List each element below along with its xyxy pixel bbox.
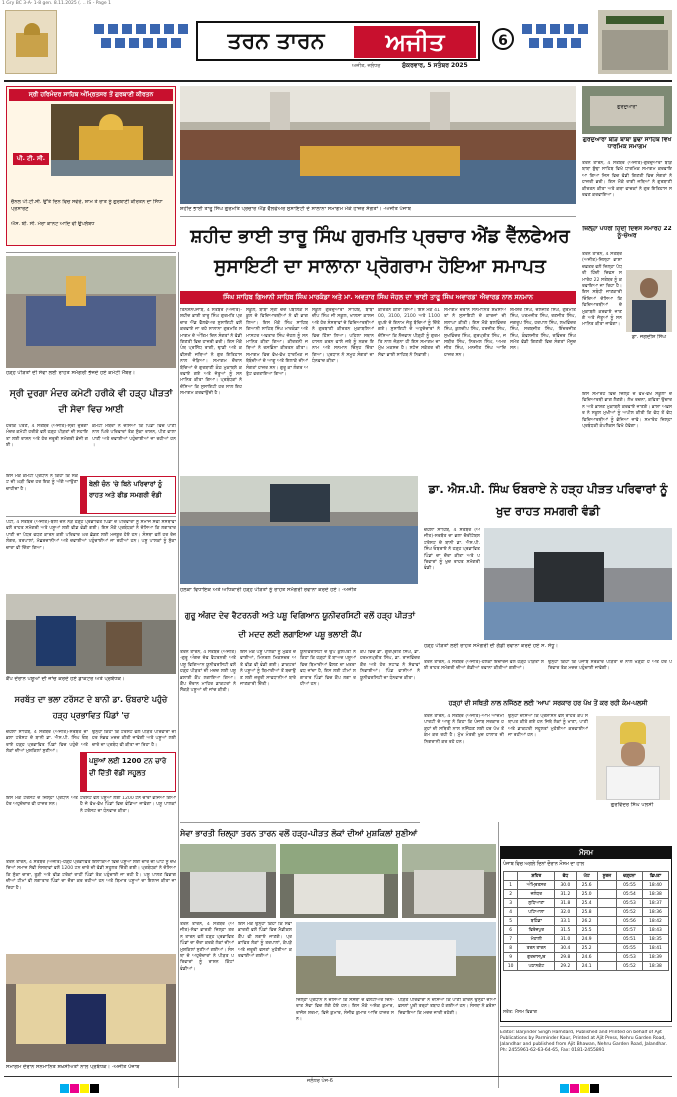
weather-cell: 05:53 [616,953,642,962]
center-story4-photo-b [280,844,398,918]
weather-table-wrap [503,871,669,971]
center-story4-body-b: ਇਸ ਮੌਕੇ ਉਨ੍ਹਾਂ ਕਿਹਾ ਕਿ ਸੇਵਾ ਭਾਰਤੀ ਵਲੋਂ ਪਿੰਡਾਂ ਵਿਚ ਮੈਡੀਕਲ ਕੈਂਪ ਵੀ ਲਗਾਏ ਜਾਣਗੇ। ਪ੍ਰਭਾਵਿਤ ਲੋਕਾਂ ਨੂੰ ਤਰਪਾਲਾਂ, ਕੱਪੜੇ ਅਤੇ ਜ਼ਰੂਰੀ ਵਸਤਾਂ ਮੁਹੱਈਆ ਕਰਵਾਈਆਂ ਗਈਆਂ। [238,922,292,960]
table-row [504,935,669,944]
left-story1-body-b: ਕਮੇਟੀ ਮੈਂਬਰਾਂ ਨੇ ਦੱਸਿਆ ਕਿ ਪਿੰਡਾਂ ਵਿਚ ਪਾਣੀ ਨਾਲ ਘਿਰੇ ਪਰਿਵਾਰਾਂ ਤੱਕ ਸੁੱਕਾ ਰਾਸ਼ਨ, ਪੀਣ ਵਾਲਾ ਪਾਣੀ ਅਤੇ ਦਵਾਈਆਂ ਪਹੁੰਚਾਈਆਂ ਜਾ ਰਹੀਆਂ ਹਨ। [92,424,176,449]
weather-cell: 05:55 [616,881,642,890]
weather-cell: 24.1 [576,962,597,971]
masthead-subline: ਅਜੀਤ, ਜਲੰਧਰ [352,63,381,69]
right-top-headline: ਗੁਰਦੁਆਰਾ ਬੀੜ ਬਾਬਾ ਬੁੱਢਾ ਸਾਹਿਬ ਵਿਖੇ ਧਾਰਮਿਕ ਸਮਾਗਮ [582,137,672,150]
weather-cell: 18:39 [642,953,668,962]
table-row [504,899,669,908]
masthead-ornament-left [90,20,198,62]
left-story2-body-e: ਤਰਨ ਤਾਰਨ, 4 ਸਤੰਬਰ (ਅਜੀਤ)-ਹੜ੍ਹ ਪ੍ਰਭਾਵਿਤ ਇਲਾਕਿਆਂ ਵਿਚ ਪਸ਼ੂਆਂ ਲਈ ਚਾਰੇ ਦੀ ਘਾਟ ਨੂੰ ਦੇਖਦਿਆਂ ਸਮਾਜ ਸੇਵੀ ਸੰਸਥਾਵਾਂ ਵਲੋਂ 1200 ਟਨ ਚਾਰੇ ਦੀ ਵੱਡੀ ਸਹੂਲਤ ਦਿੱਤੀ ਗਈ। ਪ੍ਰਬੰਧਕਾਂ ਨੇ ਦੱਸਿਆ ਕਿ ਸੁੱਕਾ ਚਾਰਾ, ਤੂੜੀ ਅਤੇ ਫੀਡ ਟਰੱਕਾਂ ਰਾਹੀਂ ਪਿੰਡਾਂ ਤੱਕ ਪਹੁੰਚਾਈ ਜਾ ਰਹੀ ਹੈ। ਪਸ਼ੂ ਪਾਲਣ ਵਿਭਾਗ ਦੀਆਂ ਟੀਮਾਂ ਵੀ ਲਗਾਤਾਰ ਪਿੰਡਾਂ ਦਾ ਦੌਰਾ ਕਰ ਰਹੀਆਂ ਹਨ ਅਤੇ ਬਿਮਾਰ ਪਸ਼ੂਆਂ ਦਾ ਇਲਾਜ ਕੀਤਾ ਜਾ ਰਿਹਾ ਹੈ। [6,860,176,891]
masthead [0,8,677,76]
left-bottom-photo [6,954,176,1062]
weather-cell [597,899,616,908]
right-mid-body: ਤਰਨ ਤਾਰਨ, 4 ਸਤੰਬਰ (ਅਜੀਤ)-ਜ਼ਿਲ੍ਹਾ ਭਾਸ਼ਾ ਦਫ਼ਤਰ ਵਲੋਂ ਜ਼ਿਲ੍ਹਾ ਪੱਧਰੀ ਹਿੰਦੀ ਦਿਵਸ ਸਮਾਰੋਹ 22 ਸਤੰਬਰ ਨੂੰ ਕਰਵਾਇਆ ਜਾ ਰਿਹਾ ਹੈ। ਇਸ ਸਬੰਧੀ ਜਾਣਕਾਰੀ ਦਿੰਦਿਆਂ ਦੱਸਿਆ ਕਿ ਵਿਦਿਆਰਥੀਆਂ ਦੇ ਮੁਕਾਬਲੇ ਕਰਵਾਏ ਜਾਣਗੇ ਅਤੇ ਜੇਤੂਆਂ ਨੂੰ ਸਨਮਾਨਿਤ ਕੀਤਾ ਜਾਵੇਗਾ। [582,252,622,328]
weather-cell: 24.6 [576,953,597,962]
weather-table [503,871,669,971]
weather-cell: 05:53 [616,899,642,908]
center-story3-body-b: ਇਸ ਮੌਕੇ ਪਸ਼ੂ ਪਾਲਕਾਂ ਨੂੰ ਮੁਫ਼ਤ ਦਵਾਈਆਂ, ਮਿਨਰਲ ਮਿਕਸਚਰ ਅਤੇ ਫੀਡ ਵੀ ਵੰਡੀ ਗਈ। ਡਾਕਟਰਾਂ ਨੇ ਪਸ਼ੂਆਂ ਨੂੰ ਬਿਮਾਰੀਆਂ ਤੋਂ ਬਚਾਉਣ ਲਈ ਜ਼ਰੂਰੀ ਸਾਵਧਾਨੀਆਂ ਬਾਰੇ ਜਾਣਕਾਰੀ ਦਿੱਤੀ। [240,650,296,688]
masthead-title-left: ਤਰਨ ਤਾਰਨ [227,29,325,54]
weather-cell: 4 [504,908,518,917]
weather-cell [597,935,616,944]
weather-cell: 5 [504,917,518,926]
weather-cell: ਅੰਮ੍ਰਿਤਸਰ [518,881,555,890]
weather-th-min: ਘੱਟ [576,872,597,881]
center-story4-headline: ਸੇਵਾ ਭਾਰਤੀ ਜ਼ਿਲ੍ਹਾ ਤਰਨ ਤਾਰਨ ਵਲੋਂ ਹੜ੍ਹ-ਪੀੜਤ ਲੋਕਾਂ ਦੀਆਂ ਮੁਸ਼ਕਿਲਾਂ ਸੁਣੀਆਂ [180,829,418,838]
weather-cell: 18:35 [642,935,668,944]
weather-cell: 3 [504,899,518,908]
weather-cell: ਪਠਾਨਕੋਟ [518,962,555,971]
left-bottom-caption: ਸਮਾਗਮ ਦੌਰਾਨ ਸਨਮਾਨਿਤ ਸ਼ਖ਼ਸੀਅਤਾਂ ਨਾਲ ਪ੍ਰਬੰਧਕ। -ਅਜੀਤ ਪੰਜਾਬ [6,1064,140,1070]
weather-box [500,846,672,1022]
right-story3-portrait [596,716,670,800]
weather-cell: ਤਰਨ ਤਾਰਨ [518,944,555,953]
weather-cell: 25.5 [576,926,597,935]
weather-cell [597,881,616,890]
weather-cell: 25.6 [576,881,597,890]
weather-cell: 29.2 [555,962,576,971]
weather-cell: ਬਠਿੰਡਾ [518,917,555,926]
cmyk-bar-left [60,1078,120,1088]
center-story2-photo-b [484,528,672,640]
weather-th-num [504,872,518,881]
weather-cell: 31.8 [555,899,576,908]
left-story1b-body: ਪੱਟੀ, 4 ਸਤੰਬਰ (ਅਜੀਤ)-ਬੇਲੀ ਚੰਨ ਨੇੜੇ ਹੜ੍ਹ ਪ੍ਰਭਾਵਿਤ ਪਿੰਡਾਂ ਦੇ ਪਰਿਵਾਰਾਂ ਨੂੰ ਸਮਾਜ ਸੇਵੀ ਸੰਸਥਾਵਾਂ ਵਲੋਂ ਰਾਹਤ ਸਮੱਗਰੀ ਅਤੇ ਪਸ਼ੂਆਂ ਲਈ ਫੀਡ ਵੰਡੀ ਗਈ। ਇਸ ਮੌਕੇ ਪ੍ਰਬੰਧਕਾਂ ਨੇ ਦੱਸਿਆ ਕਿ ਲਗਾਤਾਰ ਪਾਣੀ ਦਾ ਪੱਧਰ ਵਧਣ ਕਾਰਨ ਕਈ ਪਰਿਵਾਰ ਘਰ ਛੱਡਣ ਲਈ ਮਜਬੂਰ ਹੋਏ ਹਨ। ਸੰਸਥਾ ਵਲੋਂ ਹਰ ਰੋਜ਼ ਲੰਗਰ, ਤਰਪਾਲਾਂ, ਮੱਛਰਦਾਨੀਆਂ ਅਤੇ ਦਵਾਈਆਂ ਪਹੁੰਚਾਈਆਂ ਜਾ ਰਹੀਆਂ ਹਨ। ਪਸ਼ੂ ਪਾਲਕਾਂ ਨੂੰ ਸੁੱਕਾ ਚਾਰਾ ਵੀ ਦਿੱਤਾ ਗਿਆ। [6,520,176,551]
weather-cell: ਮੋਹਾਲੀ [518,935,555,944]
weather-cell: 30.4 [555,944,576,953]
left-story2-body-a: ਚੋਹਲਾ ਸਾਹਿਬ, 4 ਸਤੰਬਰ (ਅਜੀਤ)-ਸਰਬੱਤ ਦਾ ਭਲਾ ਟਰੱਸਟ ਦੇ ਬਾਨੀ ਡਾ. ਐਸ.ਪੀ. ਸਿੰਘ ਓਬਰਾਏ ਹੜ੍ਹ ਪ੍ਰਭਾਵਿਤ ਪਿੰਡਾਂ ਵਿਚ ਪਹੁੰਚੇ ਅਤੇ ਲੋਕਾਂ ਦੀਆਂ ਮੁਸ਼ਕਿਲਾਂ ਸੁਣੀਆਂ। [6,730,88,755]
weather-cell: 26.2 [576,917,597,926]
left-story2-caption: ਕੈਂਪ ਦੌਰਾਨ ਪਸ਼ੂਆਂ ਦੀ ਜਾਂਚ ਕਰਦੇ ਹੋਏ ਡਾਕਟਰ ਅਤੇ ਪ੍ਰਬੰਧਕ। [6,676,125,682]
left-story2-body-b: ਉਨ੍ਹਾਂ ਕਿਹਾ ਕਿ ਟਰੱਸਟ ਵਲੋਂ ਪੀੜਤ ਪਰਿਵਾਰਾਂ ਦੀ ਹਰ ਸੰਭਵ ਮਦਦ ਕੀਤੀ ਜਾਵੇਗੀ ਅਤੇ ਪਸ਼ੂਆਂ ਲਈ ਚਾਰੇ ਦਾ ਪ੍ਰਬੰਧ ਵੀ ਕੀਤਾ ਜਾ ਰਿਹਾ ਹੈ। [92,730,176,748]
weather-cell: 18:43 [642,926,668,935]
right-story3-body-a: ਤਰਨ ਤਾਰਨ, 4 ਸਤੰਬਰ (ਅਜੀਤ)-ਹਲਕਾ ਇੰਚਾਰਜ ਵਲੋਂ ਹੜ੍ਹ ਪੀੜਤਾਂ ਲਈ ਰਾਹਤ ਸਮੱਗਰੀ ਦੀਆਂ ਗੱਡੀਆਂ ਰਵਾਨਾ ਕੀਤੀਆਂ ਗਈਆਂ। [424,660,544,672]
weather-cell: 33.1 [555,917,576,926]
left-story2-body-d: ਟਰੱਸਟ ਵਲੋਂ ਪਸ਼ੂਆਂ ਲਈ 1200 ਟਨ ਚਾਰਾ ਭੇਜਿਆ ਗਿਆ ਹੈ ਜੋ ਵੱਖ-ਵੱਖ ਪਿੰਡਾਂ ਵਿਚ ਵੰਡਿਆ ਜਾਵੇਗਾ। ਪਸ਼ੂ ਪਾਲਕਾਂ ਨੇ ਟਰੱਸਟ ਦਾ ਧੰਨਵਾਦ ਕੀਤਾ। [80,796,176,814]
table-row [504,962,669,971]
ptc-tag: ਪੀ. ਟੀ. ਸੀ. [13,153,49,165]
weather-cell: 25.2 [576,944,597,953]
center-story4-body-d: ਪੀੜਤ ਪਰਿਵਾਰਾਂ ਨੇ ਦੱਸਿਆ ਕਿ ਪਾਣੀ ਕਾਰਨ ਉਨ੍ਹਾਂ ਦੀਆਂ ਫ਼ਸਲਾਂ ਪੂਰੀ ਤਰ੍ਹਾਂ ਤਬਾਹ ਹੋ ਗਈਆਂ ਹਨ। ਸੰਸਥਾ ਨੇ ਭਰੋਸਾ ਦਿਵਾਇਆ ਕਿ ਮਦਦ ਜਾਰੀ ਰਹੇਗੀ। [398,998,496,1016]
weather-th-set: ਛਿਪਣਾ [642,872,668,881]
left-story2-body-c: ਇਸ ਮੌਕੇ ਟਰੱਸਟ ਦੇ ਜ਼ਿਲ੍ਹਾ ਪ੍ਰਧਾਨ ਅਤੇ ਹੋਰ ਅਹੁਦੇਦਾਰ ਵੀ ਹਾਜ਼ਰ ਸਨ। [6,796,78,808]
left-story1-photo [6,256,176,368]
weather-cell: 2 [504,890,518,899]
center-story3-body-a: ਤਰਨ ਤਾਰਨ, 4 ਸਤੰਬਰ (ਅਜੀਤ)-ਗੁਰੂ ਅੰਗਦ ਦੇਵ ਵੈਟਰਨਰੀ ਅਤੇ ਪਸ਼ੂ ਵਿਗਿਆਨ ਯੂਨੀਵਰਸਿਟੀ ਵਲੋਂ ਹੜ੍ਹ ਪੀੜਤਾਂ ਦੀ ਮਦਦ ਲਈ ਪਸ਼ੂ ਭਲਾਈ ਕੈਂਪ ਲਗਾਇਆ ਗਿਆ। ਕੈਂਪ ਦੌਰਾਨ ਮਾਹਿਰ ਡਾਕਟਰਾਂ ਨੇ ਸੈਂਕੜੇ ਪਸ਼ੂਆਂ ਦੀ ਜਾਂਚ ਕੀਤੀ। [180,650,236,694]
weather-cell [597,890,616,899]
weather-cell [597,917,616,926]
center-story4-photo-c [402,844,496,918]
center-story4-photo-a [180,844,276,918]
weather-cell: 18:42 [642,917,668,926]
weather-cell: 10 [504,962,518,971]
weather-cell: 6 [504,926,518,935]
weather-cell: 18:38 [642,890,668,899]
weather-cell: ਫਿਰੋਜ਼ਪੁਰ [518,926,555,935]
top-story-headline: ਸ਼ਹੀਦ ਭਾਈ ਤਾਰੂ ਸਿੰਘ ਗੁਰਮਤਿ ਪ੍ਰਚਾਰ ਐਂਡ ਵੈੱਲਫੇਅਰ ਸੁਸਾਇਟੀ ਦਾ ਸਾਲਾਨਾ ਪ੍ਰੋਗਰਾਮ ਹੋਇਆ ਸਮਾਪਤ [190,226,570,277]
weather-intro: ਪੰਜਾਬ ਵਿਚ ਅਗਲੇ ਦਿਨਾਂ ਦੌਰਾਨ ਮੌਸਮ ਦਾ ਹਾਲ [503,862,584,867]
masthead-photo-right [598,10,672,74]
weather-cell: 05:51 [616,935,642,944]
weather-cell: ਗੁਰਦਾਸਪੁਰ [518,953,555,962]
table-row [504,944,669,953]
weather-cell: 31.2 [555,890,576,899]
weather-th-rise: ਚੜ੍ਹਨਾ [616,872,642,881]
weather-cell: 18:41 [642,944,668,953]
weather-cell: 18:37 [642,899,668,908]
weather-cell: 25.8 [576,908,597,917]
weather-cell: 05:57 [616,926,642,935]
ptc-ticker: ਚੈਨਲ ਪੀ.ਟੀ.ਸੀ. ਉੱਤੇ ਦਿਨ ਵਿਚ ਸਵੇਰੇ, ਸ਼ਾਮ ਤੇ ਰਾਤ ਨੂੰ ਗੁਰਬਾਣੀ ਕੀਰਤਨ ਦਾ ਸਿੱਧਾ ਪ੍ਰਸਾਰਣ [11,199,163,212]
center-story2-caption: ਹਲਕਾ ਵਿਧਾਇਕ ਅਤੇ ਅਧਿਕਾਰੀ ਹੜ੍ਹ ਪੀੜਤਾਂ ਨੂੰ ਰਾਹਤ ਸਮੱਗਰੀ ਰਵਾਨਾ ਕਰਦੇ ਹੋਏ। -ਅਜੀਤ [180,587,357,593]
weather-cell: 18:38 [642,962,668,971]
weather-cell: 18:36 [642,908,668,917]
left-story2-box-text: ਪਸ਼ੂਆਂ ਲਈ 1200 ਟਨ ਚਾਰੇ ਦੀ ਦਿੱਤੀ ਵੱਡੀ ਸਹੂਲਤ [89,757,167,777]
center-story2-headline: ਡਾ. ਐਸ.ਪੀ. ਸਿੰਘ ਓਬਰਾਏ ਨੇ ਹੜ੍ਹ ਪੀੜਤ ਪਰਿਵਾਰਾਂ ਨੂੰ ਖੁਦ ਰਾਹਤ ਸਮਗਰੀ ਵੰਡੀ [428,482,668,518]
weather-cell: 30.0 [555,881,576,890]
center-story4-photo-d [296,922,496,994]
weather-cell: 31.0 [555,935,576,944]
top-story-body-col5: ਸਮਾਗਮ ਦੌਰਾਨ ਸਨਮਾਨਿਤ ਸ਼ਖ਼ਸੀਅਤਾਂ ਨੇ ਸੁਸਾਇਟੀ ਦੇ ਕਾਰਜਾਂ ਦੀ ਸ਼ਲਾਘਾ ਕੀਤੀ। ਇਸ ਮੌਕੇ ਬਲਵਿੰਦਰ ਸਿੰਘ, ਕੁਲਦੀਪ ਸਿੰਘ, ਹਰਜੀਤ ਸਿੰਘ, ਸੁਖਵਿੰਦਰ ਸਿੰਘ, ਗੁਰਪ੍ਰੀਤ ਸਿੰਘ, ਜਸਬੀਰ ਸਿੰਘ, ਨਿਰਮਲ ਸਿੰਘ, ਅਮਰਜੀਤ ਸਿੰਘ, ਮਨਜੀਤ ਸਿੰਘ ਆਦਿ ਹਾਜ਼ਰ ਸਨ। [444,308,506,358]
left-story1-caption: ਹੜ੍ਹ ਪੀੜਤਾਂ ਦੀ ਸੇਵਾ ਲਈ ਰਾਹਤ ਸਮੱਗਰੀ ਭੇਜਦੇ ਹੋਏ ਕਮੇਟੀ ਮੈਂਬਰ। [6,370,136,376]
weather-cell: 9 [504,953,518,962]
masthead-date: ਸ਼ੁੱਕਰਵਾਰ, 5 ਸਤੰਬਰ 2025 [402,62,468,69]
weather-cell: 31.5 [555,926,576,935]
ptc-ticker-2: ਐਸ. ਬੀ. ਸੀ. ਮੇਰਾ ਕਾਨਟ ਆਦਿ ਵੀ ਉਪਲੱਬਧ [11,221,95,227]
weather-cell: 05:52 [616,962,642,971]
table-row [504,890,669,899]
weather-cell: 8 [504,944,518,953]
page-number: 6 [492,28,514,50]
masthead-title-box [196,21,480,61]
right-mid-portrait-caption: ਡਾ. ਜਗਦੀਸ਼ ਸਿੰਘ [631,334,667,340]
top-story-body-col1: ਤਿੰਨਸ਼ਨਪੰਜਾਬ, 4 ਸਤੰਬਰ (ਅਜੀਤ)-ਸ਼ਹੀਦ ਭਾਈ ਤਾਰੂ ਸਿੰਘ ਗੁਰਮਤਿ ਪ੍ਰਚਾਰ ਐਂਡ ਵੈੱਲਫੇਅਰ ਸੁਸਾਇਟੀ ਵਲੋਂ ਕਰਵਾਏ ਜਾ ਰਹੇ ਸਾਲਾਨਾ ਗੁਰਮਤਿ ਸਮਾਗਮ ਦੇ ਅੰਤਿਮ ਦਿਨ ਸੰਗਤਾਂ ਨੇ ਵੱਡੀ ਗਿਣਤੀ ਵਿਚ ਹਾਜ਼ਰੀ ਭਰੀ। ਇਸ ਮੌਕੇ ਪੰਥ ਪ੍ਰਸਿੱਧ ਰਾਗੀ, ਢਾਡੀ ਅਤੇ ਕਵੀਸ਼ਰੀ ਜਥਿਆਂ ਨੇ ਗੁਰ ਇਤਿਹਾਸ ਨਾਲ ਜੋੜਿਆ। ਸਮਾਗਮ ਦੌਰਾਨ ਬੱਚਿਆਂ ਦੇ ਗੁਰਬਾਣੀ ਕੰਠ ਮੁਕਾਬਲੇ ਕਰਵਾਏ ਗਏ ਅਤੇ ਜੇਤੂਆਂ ਨੂੰ ਸਨਮਾਨਿਤ ਕੀਤਾ ਗਿਆ। ਪ੍ਰਬੰਧਕਾਂ ਨੇ ਦੱਸਿਆ ਕਿ ਸੁਸਾਇਟੀ ਹਰ ਸਾਲ ਇਹ ਸਮਾਗਮ ਕਰਵਾਉਂਦੀ ਹੈ। [180,308,242,397]
ptc-banner-title: ਸ੍ਰੀ ਹਰਿਮੰਦਰ ਸਾਹਿਬ ਅੰਮ੍ਰਿਤਸਰ ਤੋਂ ਗੁਰਬਾਣੀ ਕੀਰਤਨ [9,89,173,101]
right-story3-body-c: ਤਰਨ ਤਾਰਨ, 4 ਸਤੰਬਰ (ਅਜੀਤ)-ਆਮ ਆਦਮੀ ਪਾਰਟੀ ਦੇ ਆਗੂ ਨੇ ਕਿਹਾ ਕਿ ਪੰਜਾਬ ਸਰਕਾਰ ਹੜ੍ਹਾਂ ਦੀ ਸਥਿਤੀ ਨਾਲ ਨਜਿੱਠਣ ਲਈ ਹਰ ਪੱਖ ਤੋਂ ਕੰਮ ਕਰ ਰਹੀ ਹੈ। ਮੁੱਖ ਮੰਤਰੀ ਖੁਦ ਹਾਲਾਤ ਦੀ ਨਿਗਰਾਨੀ ਕਰ ਰਹੇ ਹਨ। [424,714,504,745]
left-story1-headline: ਸ੍ਰੀ ਦੁਰਗਾ ਮੰਦਰ ਕਮੇਟੀ ਹਰੀਕੇ ਵੀ ਹੜ੍ਹ ਪੀੜਤਾਂ ਦੀ ਸੇਵਾ ਵਿਚ ਆਈ [9,389,173,415]
table-row [504,908,669,917]
center-story4-body-c: ਜ਼ਿਲ੍ਹਾ ਪ੍ਰਧਾਨ ਨੇ ਦੱਸਿਆ ਕਿ ਸੰਸਥਾ ਦੇ ਵਲੰਟੀਅਰ ਦਿਨ-ਰਾਤ ਸੇਵਾ ਵਿਚ ਲੱਗੇ ਹੋਏ ਹਨ। ਇਸ ਮੌਕੇ ਅਸ਼ੋਕ ਕੁਮਾਰ, ਰਾਜੇਸ਼ ਸ਼ਰਮਾ, ਵਿਜੇ ਕੁਮਾਰ, ਸੰਜੀਵ ਕੁਮਾਰ ਆਦਿ ਹਾਜ਼ਰ ਸਨ। [296,998,394,1023]
print-slug: 1 Gry BC 3-A- 1-8 gen. 8.11.2025 (. .. IS - Page 1 [2,1,111,6]
weather-cell: 18:40 [642,881,668,890]
center-story3-body-d: ਕੈਂਪ ਵਿਚ ਡਾ. ਗੁਰਪ੍ਰੀਤ ਸਿੰਘ, ਡਾ. ਹਰਮਨਪ੍ਰੀਤ ਸਿੰਘ, ਡਾ. ਰਾਜਵਿੰਦਰ ਕੌਰ ਅਤੇ ਹੋਰ ਸਟਾਫ਼ ਨੇ ਸੇਵਾਵਾਂ ਨਿਭਾਈਆਂ। ਪਿੰਡ ਵਾਸੀਆਂ ਨੇ ਯੂਨੀਵਰਸਿਟੀ ਦਾ ਧੰਨਵਾਦ ਕੀਤਾ। [360,650,420,681]
table-row [504,917,669,926]
masthead-title-right: ਅਜੀਤ [354,26,476,58]
top-story-body-col4: ਕੀਰਤਨ ਕੀਤਾ ਗਿਆ। ਇਸ ਮੌਕੇ 4100, 3100, 2100 ਅਤੇ 1100 ਰੁਪਏ ਦੇ ਇਨਾਮ ਜੇਤੂ ਬੱਚਿਆਂ ਨੂੰ ਦਿੱਤੇ ਗਏ। ਸੁਸਾਇਟੀ ਦੇ ਅਹੁਦੇਦਾਰਾਂ ਨੇ ਦੱਸਿਆ ਕਿ ਨੌਜਵਾਨ ਪੀੜ੍ਹੀ ਨੂੰ ਗੁਰਮਤਿ ਨਾਲ ਜੋੜਨਾ ਹੀ ਇਸ ਸਮਾਗਮ ਦਾ ਮੁੱਖ ਮਕਸਦ ਹੈ। ਸਟੇਜ ਸਕੱਤਰ ਦੀ ਸੇਵਾ ਭਾਈ ਸਾਹਿਬ ਨੇ ਨਿਭਾਈ। [378,308,440,358]
center-story4-body-a: ਤਰਨ ਤਾਰਨ, 4 ਸਤੰਬਰ (ਅਜੀਤ)-ਸੇਵਾ ਭਾਰਤੀ ਜ਼ਿਲ੍ਹਾ ਤਰਨ ਤਾਰਨ ਵਲੋਂ ਹੜ੍ਹ ਪ੍ਰਭਾਵਿਤ ਪਿੰਡਾਂ ਦਾ ਦੌਰਾ ਕਰਕੇ ਲੋਕਾਂ ਦੀਆਂ ਮੁਸ਼ਕਿਲਾਂ ਸੁਣੀਆਂ ਗਈਆਂ। ਸੰਸਥਾ ਦੇ ਅਹੁਦੇਦਾਰਾਂ ਨੇ ਪੀੜਤ ਪਰਿਵਾਰਾਂ ਨੂੰ ਰਾਸ਼ਨ ਕਿੱਟਾਂ ਵੰਡੀਆਂ। [180,922,234,972]
weather-header-row [504,872,669,881]
masthead-ornament-right [520,20,592,62]
table-row [504,953,669,962]
table-row [504,926,669,935]
top-story-body-col6: ਸ਼ਮਸ਼ੇਰ ਸਿੰਘ, ਦਲਜੀਤ ਸਿੰਘ, ਗੁਰਮੀਤ ਸਿੰਘ, ਪਰਮਜੀਤ ਸਿੰਘ, ਰਣਜੀਤ ਸਿੰਘ, ਜਗਰੂਪ ਸਿੰਘ, ਹਰਪਾਲ ਸਿੰਘ, ਲਖਵਿੰਦਰ ਸਿੰਘ, ਸਰਬਜੀਤ ਸਿੰਘ, ਇੰਦਰਜੀਤ ਸਿੰਘ, ਕੰਵਲਜੀਤ ਸਿੰਘ, ਰਵਿੰਦਰ ਸਿੰਘ ਸਮੇਤ ਵੱਡੀ ਗਿਣਤੀ ਵਿਚ ਸੰਗਤਾਂ ਮੌਜੂਦ ਸਨ। [510,308,576,352]
imprint: Editor: Barjinder Singh Hamdard, Published and Printed on behalf of Ajit Publications by Parminder Kaur, Printed at Ajit Press, Nehru Garden Road, Jalandhar and published from Ajit Bhawan, Nehru Garden Road, Jalandhar. Ph: 2455961-62-63-64-65, Fax: 0181-2455891 [500,1030,667,1053]
top-story-caption: ਸ਼ਹੀਦ ਭਾਈ ਤਾਰੂ ਸਿੰਘ ਗੁਰਮਤਿ ਪ੍ਰਚਾਰ ਐਂਡ ਵੈੱਲਫੇਅਰ ਸੁਸਾਇਟੀ ਦੇ ਸਾਲਾਨਾ ਸਮਾਗਮ ਮੌਕੇ ਹਾਜ਼ਰ ਸੰਗਤਾਂ। -ਅਜੀਤ ਪੰਜਾਬ [180,206,412,212]
right-top-photo-label: ਗੁਰਦੁਆਰਾ [617,104,637,110]
weather-th-max: ਵੱਧ [555,872,576,881]
center-story3-body-c: ਯੂਨੀਵਰਸਿਟੀ ਦੇ ਉਪ ਕੁਲਪਤੀ ਨੇ ਕਿਹਾ ਕਿ ਹੜ੍ਹਾਂ ਤੋਂ ਬਾਅਦ ਪਸ਼ੂਆਂ ਵਿਚ ਬਿਮਾਰੀਆਂ ਫੈਲਣ ਦਾ ਖ਼ਤਰਾ ਵਧ ਜਾਂਦਾ ਹੈ, ਇਸ ਲਈ ਟੀਮਾਂ ਲਗਾਤਾਰ ਪਿੰਡਾਂ ਵਿਚ ਕੈਂਪ ਲਗਾ ਰਹੀਆਂ ਹਨ। [300,650,356,688]
weather-cell: ਪਟਿਆਲਾ [518,908,555,917]
weather-cell: 29.8 [555,953,576,962]
right-story3-body-d: ਉਨ੍ਹਾਂ ਦੱਸਿਆ ਕਿ ਪ੍ਰਸ਼ਾਸਨ ਵਲੋਂ ਰਾਹਤ ਕੈਂਪ ਸਥਾਪਤ ਕੀਤੇ ਗਏ ਹਨ ਜਿਥੇ ਲੋਕਾਂ ਨੂੰ ਖਾਣਾ, ਪਾਣੀ ਅਤੇ ਡਾਕਟਰੀ ਸਹੂਲਤਾਂ ਮੁਹੱਈਆ ਕਰਵਾਈਆਂ ਜਾ ਰਹੀਆਂ ਹਨ। [508,714,588,739]
right-top-headline-2: ਜ਼ਿਲ੍ਹਾ ਪੱਧਰੀ ਹਿੰਦੀ ਦਿਵਸ ਸਮਾਰੋਹ 22 ਨੂੰ-ਚੇਅਰ [582,226,672,239]
left-story1-body-a: ਹਰੀਕੇ ਪੱਤਣ, 4 ਸਤੰਬਰ (ਅਜੀਤ)-ਸ੍ਰੀ ਦੁਰਗਾ ਮੰਦਰ ਕਮੇਟੀ ਹਰੀਕੇ ਵਲੋਂ ਹੜ੍ਹ ਪੀੜਤਾਂ ਦੀ ਸਹਾਇਤਾ ਲਈ ਰਾਸ਼ਨ ਅਤੇ ਹੋਰ ਜ਼ਰੂਰੀ ਸਮੱਗਰੀ ਭੇਜੀ ਗਈ। [6,424,88,449]
right-top-body: ਤਰਨ ਤਾਰਨ, 4 ਸਤੰਬਰ (ਅਜੀਤ)-ਗੁਰਦੁਆਰਾ ਬੀੜ ਬਾਬਾ ਬੁੱਢਾ ਸਾਹਿਬ ਵਿਖੇ ਧਾਰਮਿਕ ਸਮਾਗਮ ਕਰਵਾਇਆ ਗਿਆ ਜਿਸ ਵਿਚ ਵੱਡੀ ਗਿਣਤੀ ਵਿਚ ਸੰਗਤਾਂ ਨੇ ਹਾਜ਼ਰੀ ਭਰੀ। ਇਸ ਮੌਕੇ ਰਾਗੀ ਜਥਿਆਂ ਨੇ ਗੁਰਬਾਣੀ ਕੀਰਤਨ ਕੀਤਾ ਅਤੇ ਕਥਾ ਵਾਚਕਾਂ ਨੇ ਗੁਰ ਇਤਿਹਾਸ ਸਰਵਣ ਕਰਵਾਇਆ। [582,161,672,199]
weather-cell: 24.9 [576,935,597,944]
top-story-photo [180,86,576,204]
cmyk-bar-right [560,1078,620,1088]
weather-cell: 05:56 [616,917,642,926]
weather-note: ਸਰੋਤ: ਮੌਸਮ ਵਿਭਾਗ [503,1010,538,1015]
weather-cell: 25.0 [576,890,597,899]
ptc-banner [6,86,176,246]
table-row [504,881,669,890]
top-story-body-col3: ਸਕੂਲ ਗੁਰਦੁਆਰਾ ਸਾਹਿਬ, ਬਾਬਾ ਦੀਪ ਸਿੰਘ ਜੀ ਸਕੂਲ, ਖਾਲਸਾ ਕਾਲਜ ਅਤੇ ਹੋਰ ਸੰਸਥਾਵਾਂ ਦੇ ਵਿਦਿਆਰਥੀਆਂ ਨੇ ਗੁਰਬਾਣੀ ਕੀਰਤਨ ਮੁਕਾਬਲਿਆਂ ਵਿਚ ਹਿੱਸਾ ਲਿਆ। ਪਹਿਲਾ ਸਥਾਨ ਹਾਸਲ ਕਰਨ ਵਾਲੇ ਜਥੇ ਨੂੰ ਨਕਦ ਇਨਾਮ ਅਤੇ ਸਨਮਾਨ ਚਿੰਨ੍ਹ ਦਿੱਤਾ ਗਿਆ। ਪ੍ਰਧਾਨ ਨੇ ਸਮੂਹ ਸੰਗਤਾਂ ਦਾ ਧੰਨਵਾਦ ਕੀਤਾ। [312,308,374,365]
weather-cell: 05:54 [616,890,642,899]
weather-title: ਮੌਸਮ [501,847,671,859]
right-story3-body-b: ਉਨ੍ਹਾਂ ਕਿਹਾ ਕਿ ਪੰਜਾਬ ਸਰਕਾਰ ਪੀੜਤਾਂ ਦੇ ਨਾਲ ਖੜ੍ਹੀ ਹੈ ਅਤੇ ਹਰ ਪਰਿਵਾਰ ਤੱਕ ਮਦਦ ਪਹੁੰਚਾਈ ਜਾਵੇਗੀ। [548,660,672,672]
right-story3-caption: ਹੜ੍ਹ ਪੀੜਤਾਂ ਲਈ ਰਾਹਤ ਸਮੱਗਰੀ ਦੀ ਗੱਡੀ ਰਵਾਨਾ ਕਰਦੇ ਹੋਏ ਸ. ਸੰਧੂ। [424,643,559,649]
weather-cell: 05:52 [616,908,642,917]
weather-cell [597,944,616,953]
weather-cell [597,908,616,917]
left-story1-box [80,476,176,514]
weather-cell: 05:55 [616,944,642,953]
top-story-subhead: ਸਿੰਘ ਸਾਹਿਬ ਗਿਆਨੀ ਸਾਹਿਬ ਸਿੰਘ ਮਾਰਕੰਡਾ ਅਤੇ ਮਾ. ਅਵਤਾਰ ਸਿੰਘ ਜੋਹਲ ਦਾ 'ਭਾਈ ਤਾਰੂ ਸਿੰਘ ਅਵਾਰਡ' ਐਵਾਰਡ ਨਾਲ ਸਨਮਾਨ [180,291,576,304]
weather-cell [597,926,616,935]
weather-th-sun: ਸੂਰਜ [597,872,616,881]
weather-cell: ਜਲੰਧਰ [518,890,555,899]
left-story1-box-text: ਬੇਲੀ ਚੰਨ 'ਚੇ ਬਿਨੇ ਪਰਿਵਾਰਾਂ ਨੂੰ ਰਾਹਤ ਅਤੇ ਫੀਡ ਸਮਗਰੀ ਵੰਡੀ [89,480,163,499]
right-story3-portrait-caption: ਗੁਰਵਿੰਦਰ ਸਿੰਘ ਪਲਸੀ [610,802,654,808]
masthead-logo-left [5,10,57,74]
weather-cell: ਲੁਧਿਆਣਾ [518,899,555,908]
weather-cell [597,962,616,971]
right-top-photo [582,86,672,134]
left-story2-headline: ਸਰਬੱਤ ਦਾ ਭਲਾ ਟਰੱਸਟ ਦੇ ਬਾਨੀ ਡਾ. ਓਬਰਾਏ ਪਹੁੰਚੇ ਹੜ੍ਹ ਪ੍ਰਭਾਵਿਤ ਪਿੰਡਾਂ 'ਚ [14,695,168,720]
left-story1-body-c: ਇਸ ਮੌਕੇ ਕਮੇਟੀ ਪ੍ਰਧਾਨ ਨੇ ਕਿਹਾ ਕਿ ਸੰਕਟ ਦੀ ਘੜੀ ਵਿਚ ਹਰ ਇਕ ਨੂੰ ਅੱਗੇ ਆਉਣਾ ਚਾਹੀਦਾ ਹੈ। [6,474,78,492]
weather-cell: 25.4 [576,899,597,908]
right-mid-portrait [626,270,672,332]
weather-cell: 32.0 [555,908,576,917]
weather-cell: 1 [504,881,518,890]
center-story2-photo [180,476,418,584]
left-story2-photo [6,594,176,674]
golden-temple-image [51,104,173,176]
weather-cell: 7 [504,935,518,944]
top-story-body-col2: ਸਕੂਲ, ਬਾਬਾ ਸ੍ਰੀ ਚੰਦ ਪਬਲਿਕ ਸਕੂਲ ਦੇ ਵਿਦਿਆਰਥੀਆਂ ਨੇ ਵੀ ਭਾਗ ਲਿਆ। ਇਸ ਮੌਕੇ ਸਿੰਘ ਸਾਹਿਬ ਗਿਆਨੀ ਸਾਹਿਬ ਸਿੰਘ ਮਾਰਕੰਡਾ ਅਤੇ ਮਾਸਟਰ ਅਵਤਾਰ ਸਿੰਘ ਜੋਹਲ ਨੂੰ ਸਨਮਾਨਿਤ ਕੀਤਾ ਗਿਆ। ਕੀਰਤਨੀ ਜਥਿਆਂ ਨੇ ਰਸਭਿੰਨਾ ਕੀਰਤਨ ਕੀਤਾ। ਸਮਾਗਮ ਵਿਚ ਵੱਖ-ਵੱਖ ਧਾਰਮਿਕ ਜਥੇਬੰਦੀਆਂ ਦੇ ਆਗੂ ਅਤੇ ਇਲਾਕੇ ਦੀਆਂ ਸੰਗਤਾਂ ਹਾਜ਼ਰ ਸਨ। ਗੁਰੂ ਕਾ ਲੰਗਰ ਅਤੁੱਟ ਵਰਤਾਇਆ ਗਿਆ। [246,308,308,378]
right-story3-headline: ਹੜ੍ਹਾਂ ਦੀ ਸਥਿਤੀ ਨਾਲ ਨਜਿੱਠਣ ਲਈ 'ਆਪ' ਸਰਕਾਰ ਹਰ ਪੱਖ ਤੋਂ ਕਰ ਰਹੀ ਕੰਮ-ਪਲਸੀ [448,700,648,707]
center-story3-headline: ਗੁਰੂ ਅੰਗਦ ਦੇਵ ਵੈਟਰਨਰੀ ਅਤੇ ਪਸ਼ੂ ਵਿਗਿਆਨ ਯੂਨੀਵਰਸਿਟੀ ਵਲੋਂ ਹੜ੍ਹ ਪੀੜਤਾਂ ਦੀ ਮਦਦ ਲਈ ਲਗਾਇਆ ਪਸ਼ੂ ਭਲਾਈ ਕੈਂਪ [184,611,416,639]
center-story2-body-a: ਚੋਹਲਾ ਸਾਹਿਬ, 4 ਸਤੰਬਰ (ਅਜੀਤ)-ਸਰਬੱਤ ਦਾ ਭਲਾ ਚੈਰੀਟੇਬਲ ਟਰੱਸਟ ਦੇ ਬਾਨੀ ਡਾ. ਐਸ.ਪੀ. ਸਿੰਘ ਓਬਰਾਏ ਨੇ ਹੜ੍ਹ ਪ੍ਰਭਾਵਿਤ ਪਿੰਡਾਂ ਦਾ ਦੌਰਾ ਕੀਤਾ ਅਤੇ ਪਰਿਵਾਰਾਂ ਨੂੰ ਖੁਦ ਰਾਹਤ ਸਮੱਗਰੀ ਵੰਡੀ। [424,528,480,572]
weather-cell [597,953,616,962]
right-mid-body-2: ਇਸ ਸਮਾਰੋਹ ਵਿਚ ਜ਼ਿਲ੍ਹੇ ਦੇ ਵੱਖ-ਵੱਖ ਸਕੂਲਾਂ ਦੇ ਵਿਦਿਆਰਥੀ ਭਾਗ ਲੈਣਗੇ। ਲੇਖ ਰਚਨਾ, ਕਵਿਤਾ ਉਚਾਰਨ ਅਤੇ ਭਾਸ਼ਣ ਮੁਕਾਬਲੇ ਕਰਵਾਏ ਜਾਣਗੇ। ਭਾਸ਼ਾ ਅਫ਼ਸਰ ਨੇ ਸਕੂਲ ਮੁਖੀਆਂ ਨੂੰ ਅਪੀਲ ਕੀਤੀ ਕਿ ਵੱਧ ਤੋਂ ਵੱਧ ਵਿਦਿਆਰਥੀਆਂ ਨੂੰ ਭੇਜਿਆ ਜਾਵੇ। ਸਮਾਰੋਹ ਜ਼ਿਲ੍ਹਾ ਪ੍ਰਬੰਧਕੀ ਕੰਪਲੈਕਸ ਵਿਖੇ ਹੋਵੇਗਾ। [582,392,672,430]
footer-page-label: ਜਲੰਧਰ ਪੇਜ-6 [307,1078,333,1084]
left-story2-box [80,752,176,792]
weather-th-city: ਸ਼ਹਿਰ [518,872,555,881]
